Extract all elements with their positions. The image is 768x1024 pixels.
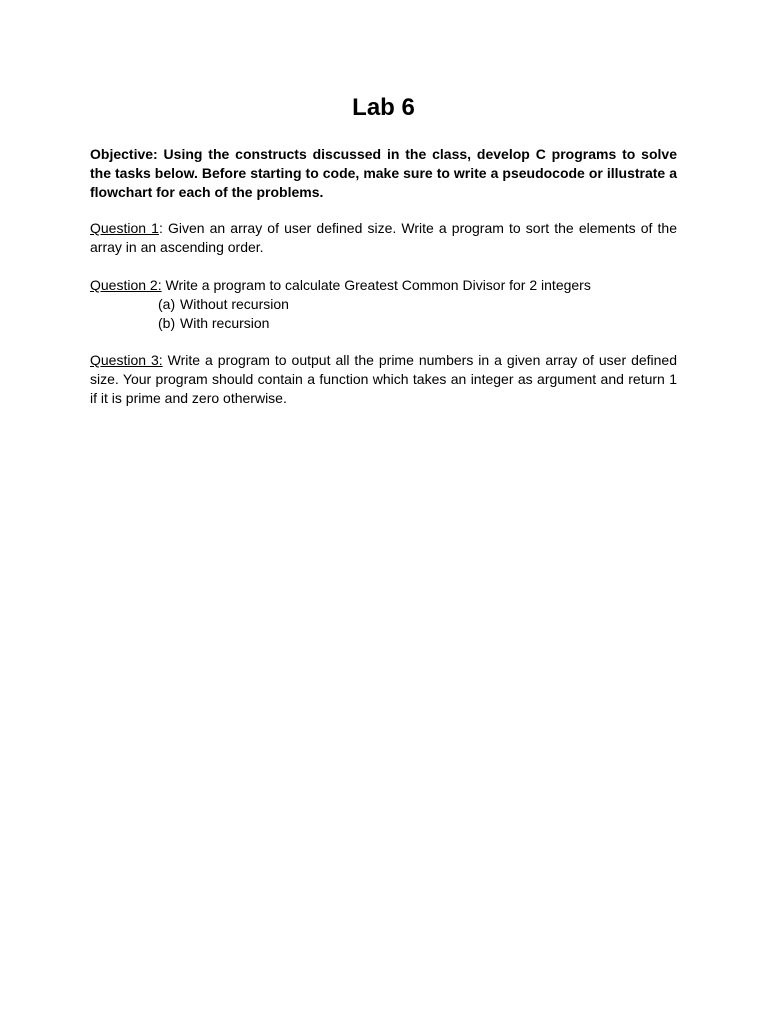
subitem-a-text: Without recursion <box>180 296 289 312</box>
list-item <box>158 295 558 314</box>
question-2 <box>90 276 677 295</box>
list-item <box>158 314 558 333</box>
subitem-b-marker: (b) <box>158 315 176 331</box>
question-1-label: Question 1 <box>90 220 159 236</box>
objective-paragraph: Objective: Using the constructs discussed in the class, develop C programs to solve the tasks below. Before starting to code, make sure to write a pseudocode or illustrate a flowchart for each of the problems. <box>90 146 677 200</box>
subitem-b-text: With recursion <box>180 315 270 331</box>
question-2-text: Write a program to calculate Greatest Common Divisor for 2 integers <box>165 277 591 293</box>
question-2-subitems <box>158 295 558 333</box>
question-1-text: Given an array of user defined size. Write a program to sort the elements of the array in an ascending order. <box>90 220 677 255</box>
question-2-label: Question 2: <box>90 277 162 293</box>
question-3-label: Question 3: <box>90 352 163 368</box>
question-1-separator: : <box>158 220 168 236</box>
question-3-text: Write a program to output all the prime numbers in a given array of user defined size. Your program should contain a function which takes an integer as argument and return 1 if it is prime and zero otherwise. <box>90 352 678 406</box>
page-title: Lab 6 <box>352 94 415 121</box>
subitem-a-marker: (a) <box>158 296 176 312</box>
question-3 <box>90 351 677 408</box>
question-1 <box>90 219 677 257</box>
